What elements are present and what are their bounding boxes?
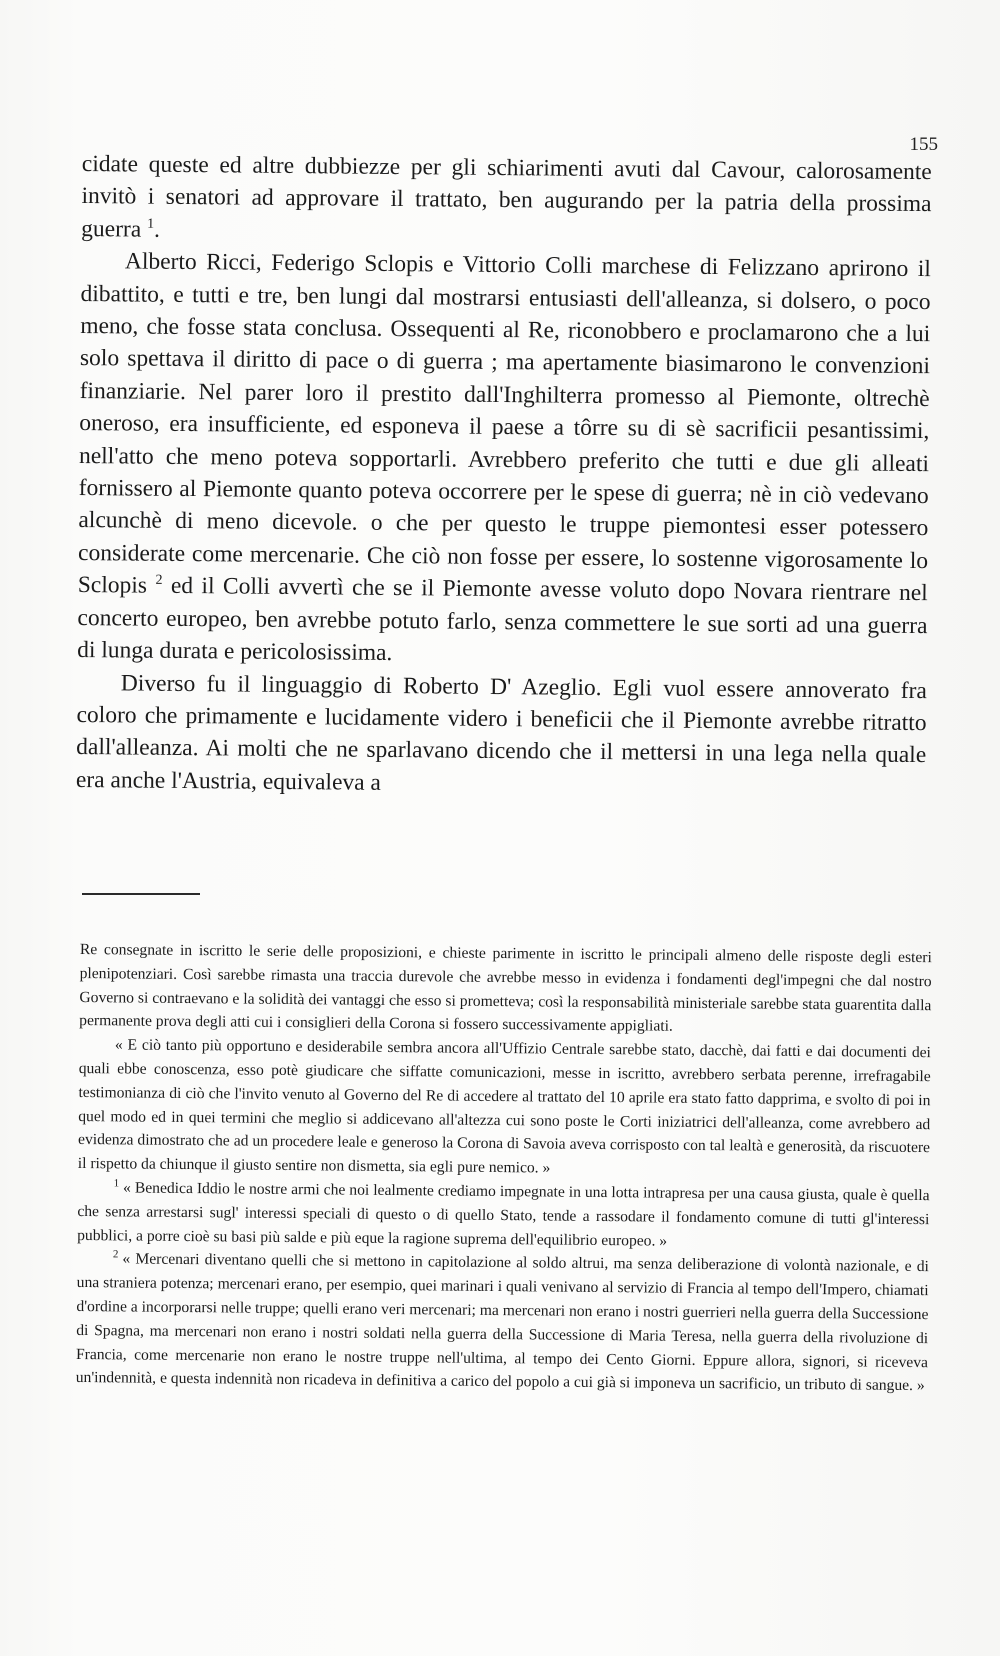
- footnote-2: [76, 1247, 929, 1398]
- paragraph-senate-debate: [77, 245, 931, 674]
- paragraph-text: ed il Colli avvertì che se il Piemonte avesse voluto dopo Novara rientrare nel concerto europeo, ben avrebbe potuto farlo, senza commettere le sue sorti ad una guerra di lunga durata e pericolosissima.: [77, 573, 928, 667]
- footnote-divider: [82, 893, 200, 895]
- footnotes: [76, 938, 932, 1398]
- footnote-ref-2: 2: [155, 573, 163, 589]
- main-text: [76, 148, 932, 804]
- footnote-1-mark: 1: [113, 1177, 120, 1190]
- paragraph-continuation: cidate queste ed altre dubbiezze per gli schiarimenti avuti dal Cavour, calorosamente invitò i senatori ad approvare il trattato, ben augurando per la patria della prossima guerra $^1$.: [81, 150, 932, 243]
- footnote-2-text: « Mercenari diventano quelli che si mettono in capitolazione al soldo altrui, ma senza deliberazione di volontà nazionale, e di una straniera potenza; mercenari erano, per esempio, quei marinari i quali venivano al servizio di Francia al tempo dell'Impero, chiamati d'ordine a incorporarsi nelle truppe; quelli erano veri mercenari; ma mercenari non erano i nostri guerrieri nella guerra della Successione di Spagna, ma mercenari non erano i nostri soldati nella guerra della Successione di Maria Teresa, nella guerra della rivoluzione di Francia, come mercenarie non erano le nostre truppe nell'ultima, al tempo dei Cento Giorni. Eppure allora, signori, si riceveva un'indennità, e questa indennità non ricadeva in definitiva a carico del popolo a cui già si imponeva un sacrificio, un tributo di sangue. »: [75, 1250, 929, 1395]
- paragraph-text: cidate queste ed altre dubbiezze per gli schiarimenti avuti dal Cavour, calorosamente invitò i senatori ad approvare il trattato, ben augurando per la patria della prossima guerra: [81, 150, 932, 243]
- footnote-2-mark: 2: [112, 1248, 119, 1261]
- page-number: 155: [909, 134, 938, 155]
- footnote-continued-quote: « E ciò tanto più opportuno e desiderabile sembra ancora all'Uffizio Centrale sarebbe stato, dacchè, dai fatti e dai documenti dei quali ebbe conoscenza, esso potè giudicare che siffatte comunicazioni, messe in iscritto, avrebbero serbata perenne, irrefragabile testimonianza di ciò che l'invito venuto al Governo del Re di accedere al trattato del 10 aprile era stato fatto dapprima, e svolto di poi in quel modo ed in quei termini che meglio si addicevano all'altezza cui sono poste le Corti iniziatrici dell'alleanza, come avrebbero ad evidenza dimostrato che ad un procedere leale e generoso la Corona di Savoia aveva corrisposto con tal lealtà e generosità, da riscuotere il rispetto da chiunque il giusto sentire non dismetta, sia egli pure nemico. »: [77, 1036, 932, 1177]
- paragraph-azeglio: [76, 666, 927, 804]
- footnote-continued: Re consegnate in iscritto le serie delle proposizioni, e chieste parimente in iscritto le principali almeno delle risposte degli esteri plenipotenziari. Così sarebbe rimasta una traccia durevole che avrebbe messo in evidenza i fondamenti degl'impegni che dal nostro Governo si contraevano e la solidità dei vantaggi che esso si prometteva; così la responsabilità ministeriale sarebbe stata guarentita dalla permanente prova degli atti cui i consiglieri della Corona si fossero successivamente appigliati.: [79, 940, 932, 1036]
- footnote-ref-1: 1: [147, 216, 155, 232]
- paragraph-text: Diverso fu il linguaggio di Roberto D' Azeglio. Egli vuol essere annoverato fra coloro che primamente e lucidamente videro i beneficii che il Piemonte avrebbe ritratto dall'alleanza. Ai molti che ne sparlavano dicendo che il mettersi in una lega nella quale era anche l'Austria, equivaleva a: [75, 669, 927, 796]
- footnote-1-text: « Benedica Iddio le nostre armi che noi lealmente crediamo impegnate in una lotta intrapresa per una causa giusta, quale è quella che senza arrestarsi sugl' interessi speciali di questo o di quello Stato, tende a rassodare il fondamento comune di tutti gl'interessi pubblici, a porre cioè su basi più salde e più eque la ragione suprema dell'equilibrio europeo. »: [77, 1179, 930, 1250]
- footnote-1: [77, 1176, 930, 1256]
- paragraph-text: Alberto Ricci, Federigo Sclopis e Vittorio Colli marchese di Felizzano aprirono il dibattito, e tutti e tre, ben lungi dal mostrarsi entusiasti dell'alleanza, si dolsero, o poco meno, che fosse stata conclusa. Ossequenti al Re, riconobbero e proclamarono che a lui solo spettava il diritto di pace o di guerra ; ma apertamente biasimarono le convenzioni finanziarie. Nel parer loro il prestito dall'Inghilterra promesso al Piemonte, oltrechè oneroso, era insufficiente, ed esponeva il paese a tôrre su di sè sacrificii pesantissimi, nell'atto che meno poteva sopportarli. Avrebbero preferito che tutti e due gli alleati fornissero al Piemonte quanto poteva occorrere per le spese di guerra; nè in ciò vedevano alcunchè di meno dicevole. o che per questo le truppe piemontesi esser potessero considerate come mercenarie. Che ciò non fosse per essere, lo sostenne vigorosamente lo Sclopis: [77, 248, 931, 599]
